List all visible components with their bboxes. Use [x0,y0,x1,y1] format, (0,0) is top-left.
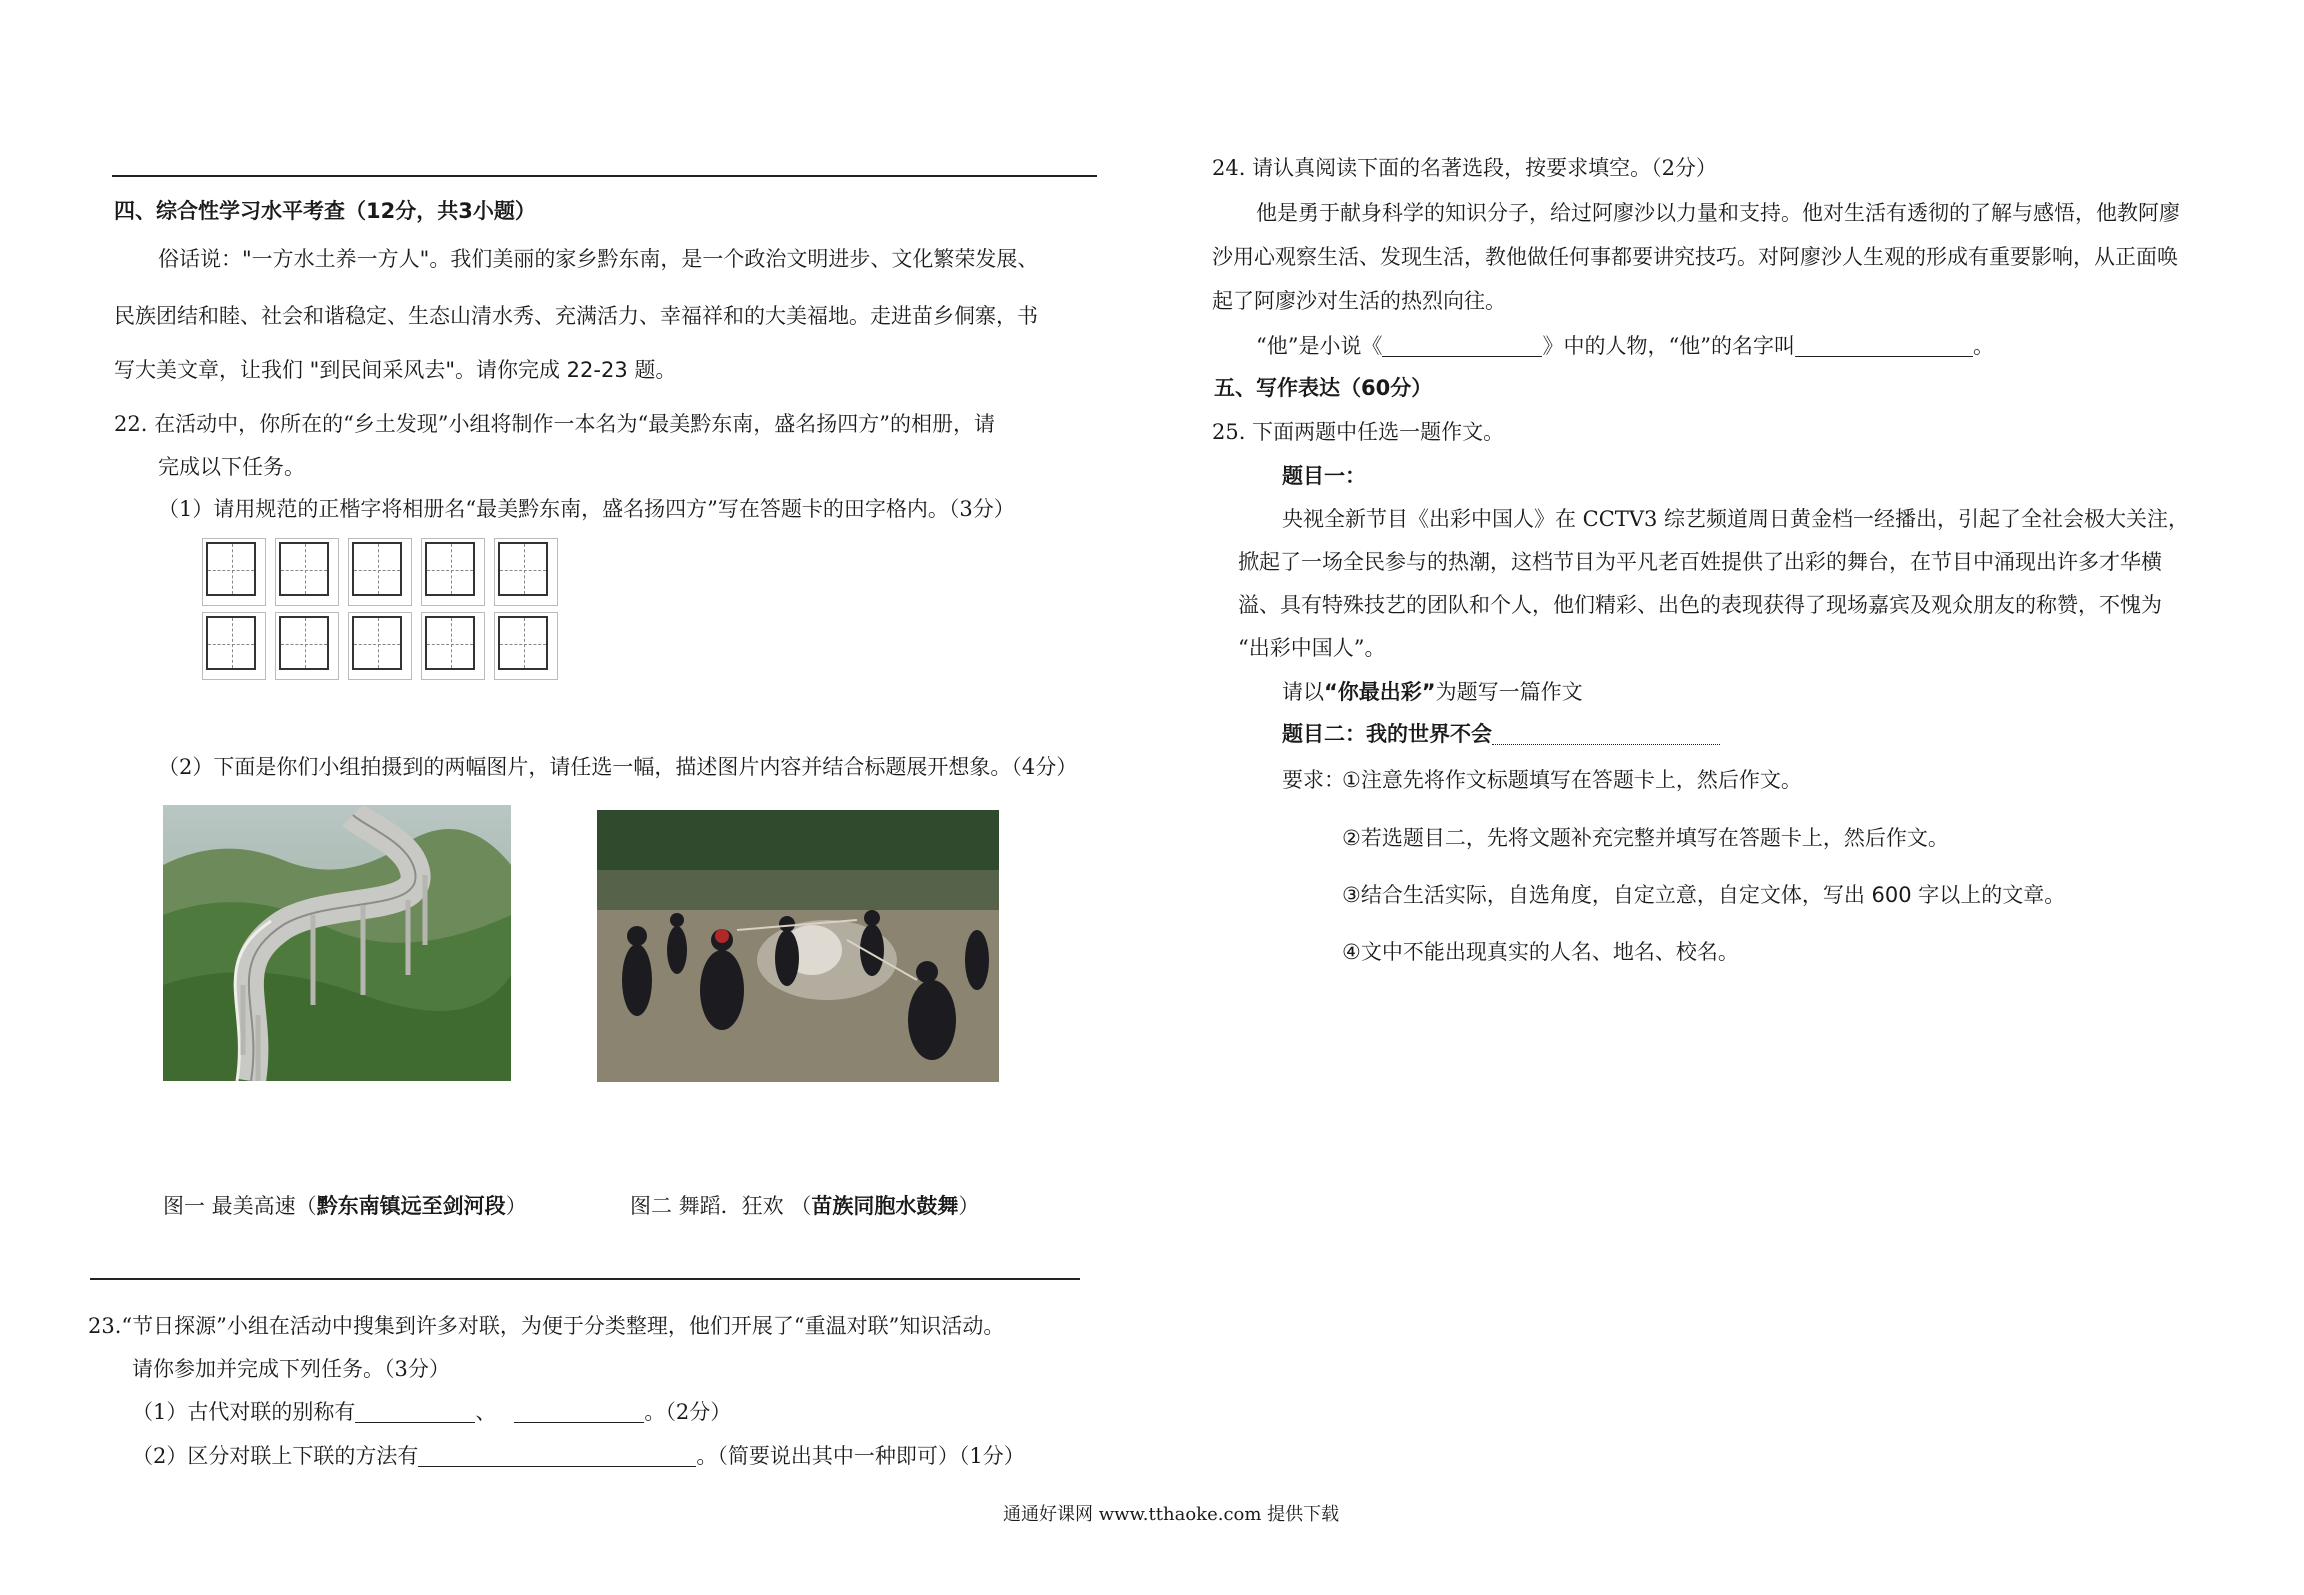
caption2-subject: 苗族同胞水鼓舞 [811,1194,959,1218]
q23-line2: 请你参加并完成下列任务。（3分） [132,1357,450,1381]
grid-cell [279,616,329,670]
grid-cell [206,542,256,596]
caption1-place: 黔东南镇远至剑河段 [316,1194,506,1218]
q22-task2: （2）下面是你们小组拍摄到的两幅图片，请任选一幅，描述图片内容并结合标题展开想象。（4分） [158,755,1078,779]
caption-figure2 [630,1190,979,1220]
section4-intro-line2: 民族团结和睦、社会和谐稳定、生态山清水秀、充满活力、幸福祥和的大美福地。走进苗乡侗寨，书 [114,304,1038,328]
section4-intro-line3: 写大美文章，让我们 "到民间采风去"。请你完成 22-23 题。 [114,358,677,382]
q24-passage-line3: 起了阿廖沙对生活的热烈向往。 [1212,289,1506,313]
q23-task2-prefix: （2）区分对联上下联的方法有 [132,1444,419,1468]
caption2-suffix: ） [958,1194,980,1218]
caption1-prefix: 图一 最美高速（ [163,1194,317,1218]
q24-line1: 24. 请认真阅读下面的名著选段，按要求填空。（2分） [1212,156,1717,180]
topic1-prompt-suffix: 为题写一篇作文 [1435,680,1583,704]
requirement-4: ④文中不能出现真实的人名、地名、校名。 [1342,940,1739,964]
top-rule-left [112,175,1097,177]
requirement-3: ③结合生活实际，自选角度，自定立意，自定文体，写出 600 字以上的文章。 [1342,883,2066,907]
caption-figure1 [163,1190,527,1220]
q24-fill-suffix: 。 [1972,334,1994,358]
topic2-label: 题目二：我的世界不会 [1282,722,1492,746]
grid-cell [352,542,402,596]
requirement-1: ①注意先将作文标题填写在答题卡上，然后作文。 [1342,768,1802,792]
q23-blank1[interactable] [355,1400,475,1423]
grid-cell [352,616,402,670]
topic1-line4: “出彩中国人”。 [1238,636,1386,660]
topic1-line1: 央视全新节目《出彩中国人》在 CCTV3 综艺频道周日黄金档一经播出，引起了全社会极大关注， [1282,507,2190,531]
grid-cell [498,616,548,670]
q23-task1-prefix: （1）古代对联的别称有 [132,1400,356,1424]
q25-line: 25. 下面两题中任选一题作文。 [1212,420,1505,444]
topic1-line3: 溢、具有特殊技艺的团队和个人，他们精彩、出色的表现获得了现场嘉宾及观众朋友的称赞，不愧为 [1238,593,2162,617]
section4-intro-line1: 俗话说："一方水土养一方人"。我们美丽的家乡黔东南，是一个政治文明进步、文化繁荣发展、 [158,247,1039,271]
caption2-prefix: 图二 舞蹈．狂欢 （ [630,1194,812,1218]
section5-title: 五、写作表达（60分） [1214,376,1433,400]
grid-cell [498,542,548,596]
q23-line1: 23.“节日探源”小组在活动中搜集到许多对联，为便于分类整理，他们开展了“重温对联”知识活动。 [88,1314,1005,1338]
q24-fill-prefix: “他”是小说《 [1256,334,1383,358]
q23-blank3[interactable] [418,1444,696,1467]
q24-blank-name[interactable] [1795,334,1973,357]
topic1-label: 题目一： [1282,464,1366,488]
q23-task2 [132,1440,1025,1470]
photo-highway [163,805,511,1081]
footer-credit: 通通好课网 www.tthaoke.com 提供下载 [1003,1504,1340,1525]
q24-blank-novel[interactable] [1382,334,1542,357]
topic1-prompt-prefix: 请以 [1282,680,1324,704]
grid-cell [206,616,256,670]
q23-blank2[interactable] [514,1400,644,1423]
requirement-2: ②若选题目二，先将文题补充完整并填写在答题卡上，然后作文。 [1342,826,1949,850]
requirements-label: 要求： [1282,768,1345,792]
q23-task1 [132,1396,731,1426]
q23-task1-suffix: 。（2分） [644,1400,732,1424]
topic1-line2: 掀起了一场全民参与的热潮，这档节目为平凡老百姓提供了出彩的舞台，在节目中涌现出许多才华横 [1238,550,2162,574]
q22-task1: （1）请用规范的正楷字将相册名“最美黔东南，盛名扬四方”写在答题卡的田字格内。（3分） [158,497,1015,521]
photo-water-drum-dance [597,810,999,1082]
section4-title: 四、综合性学习水平考查（12分，共3小题） [114,199,536,223]
q24-passage-line2: 沙用心观察生活、发现生活，教他做任何事都要讲究技巧。对阿廖沙人生观的形成有重要影响，从正面唤 [1212,245,2178,269]
grid-cell [425,616,475,670]
mid-rule-left [90,1278,1080,1280]
grid-cell [425,542,475,596]
q23-task2-suffix: 。（简要说出其中一种即可）（1分） [696,1444,1025,1468]
q22-line2: 完成以下任务。 [158,455,305,479]
q22-line1: 22. 在活动中，你所在的“乡土发现”小组将制作一本名为“最美黔东南，盛名扬四方”的相册，请 [114,412,996,436]
topic2-line [1282,718,1720,748]
topic1-prompt-title: “你最出彩” [1324,680,1436,704]
q23-task1-sep: 、 [475,1400,497,1424]
grid-cell [279,542,329,596]
q24-fill-mid: 》中的人物，“他”的名字叫 [1542,334,1795,358]
topic2-blank[interactable] [1492,722,1720,745]
q24-fill [1256,330,1994,360]
caption1-suffix: ） [505,1194,527,1218]
topic1-prompt [1282,676,1583,706]
q24-passage-line1: 他是勇于献身科学的知识分子，给过阿廖沙以力量和支持。他对生活有透彻的了解与感悟，他教阿廖 [1256,201,2180,225]
